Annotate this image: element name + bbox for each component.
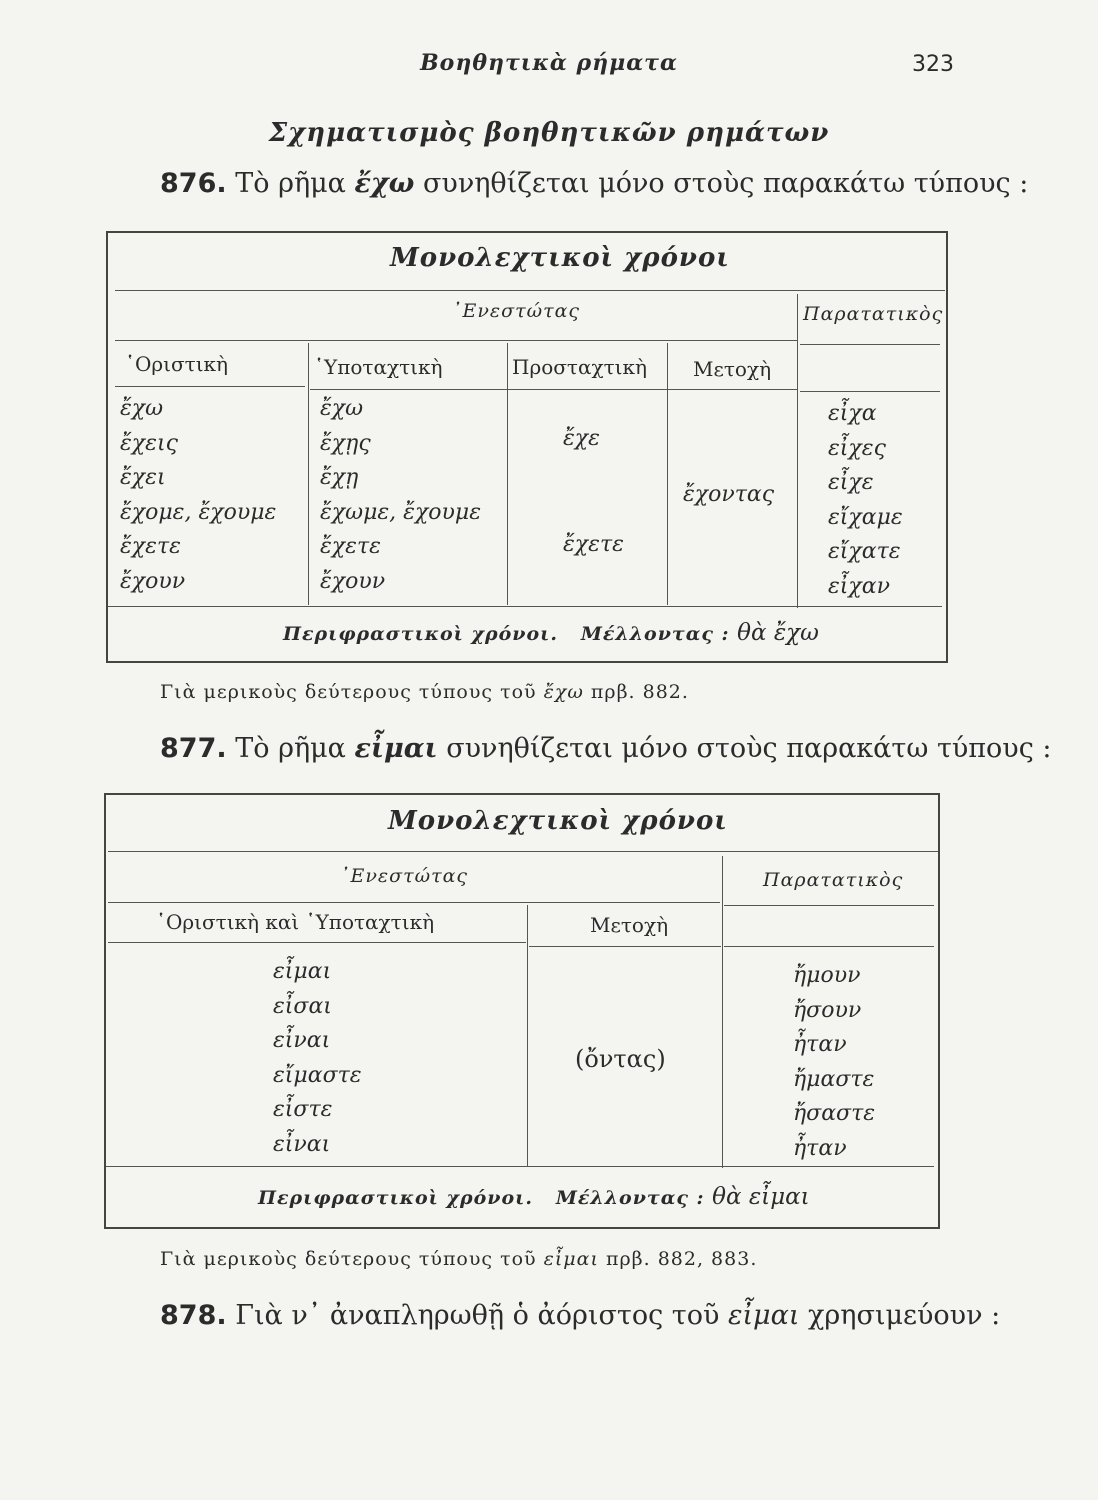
list-item: εἴμαστε <box>273 1062 362 1088</box>
verb-eimai: εἶμαι <box>727 1300 800 1331</box>
list-item: ἤμουν <box>793 963 861 988</box>
future-form: θὰ ἔχω <box>737 620 819 646</box>
footer-label: Περιφραστικοὶ χρόνοι. <box>283 623 558 645</box>
list-item: ἔχει <box>120 465 166 490</box>
future-label: Μέλλοντας : <box>580 623 730 645</box>
note-verb: εἶμαι <box>543 1248 599 1270</box>
paragraph-878 <box>160 1300 1000 1331</box>
divider <box>507 343 508 605</box>
periphrastic-tenses <box>283 620 819 646</box>
divider <box>115 290 945 291</box>
periphrastic-tenses <box>258 1184 810 1210</box>
paragraph-text: συνηθίζεται μόνο στοὺς παρακάτω τύπους : <box>446 733 1052 764</box>
table-title: Μονολεχτικοὶ χρόνοι <box>388 806 728 836</box>
divider <box>108 942 526 943</box>
divider <box>115 386 305 387</box>
indicative-column <box>120 392 276 599</box>
divider <box>108 902 720 903</box>
note-876 <box>160 681 689 703</box>
col-header-subjunctive: ῾Υποταχτικὴ <box>314 355 443 379</box>
list-item: ἔχεις <box>120 430 178 456</box>
subjunctive-column <box>320 392 481 599</box>
list-item: ἤμαστε <box>793 1066 875 1092</box>
verb-eimai: εἶμαι <box>354 733 438 764</box>
list-item: ἤσαστε <box>793 1101 876 1126</box>
col-header-participle: Μετοχὴ <box>590 913 669 937</box>
note-text: Γιὰ μερικοὺς δεύτερους τύπους τοῦ <box>160 681 537 703</box>
list-item: ἔχῃ <box>320 465 359 490</box>
list-item: εἶστε <box>273 1097 333 1122</box>
section-title: Σχηματισμὸς βοηθητικῶν ρημάτων <box>268 118 830 148</box>
present-header: ᾿Ενεστώτας <box>452 300 581 322</box>
col-header-participle: Μετοχὴ <box>693 357 772 381</box>
list-item: εἶμαι <box>273 959 332 984</box>
note-text: Γιὰ μερικοὺς δεύτερους τύπους τοῦ <box>160 1248 537 1270</box>
list-item: ἔχουν <box>320 568 386 594</box>
paragraph-text: συνηθίζεται μόνο στοὺς παρακάτω τύπους : <box>422 168 1029 199</box>
divider <box>724 905 934 906</box>
note-ref: πρβ. 882. <box>590 681 689 703</box>
col-header-imperative: Προσταχτικὴ <box>512 355 647 379</box>
paragraph-text: χρησιμεύουν : <box>808 1300 1001 1331</box>
paragraph-text: Γιὰ ν᾿ ἀναπληρωθῇ ὁ ἀόριστος τοῦ <box>235 1300 720 1331</box>
divider <box>108 606 942 607</box>
imperfect-column <box>793 959 875 1166</box>
list-item: εἶχαν <box>828 573 890 599</box>
divider <box>115 340 797 341</box>
list-item: ἔχετε <box>120 534 181 559</box>
paragraph-text: Τὸ ρῆμα <box>235 168 346 199</box>
divider <box>724 946 934 947</box>
list-item: ἦταν <box>793 1032 847 1057</box>
list-item: ἔχομε, ἔχουμε <box>120 499 277 525</box>
divider <box>797 294 798 608</box>
note-verb: ἔχω <box>543 681 584 703</box>
page-number: 323 <box>912 52 954 77</box>
imperfect-header: Παρατατικὸς <box>803 303 944 325</box>
list-item: εἶναι <box>273 1131 331 1157</box>
divider <box>108 851 938 852</box>
list-item: ἔχουν <box>120 568 186 594</box>
note-ref: πρβ. 882, 883. <box>605 1248 758 1270</box>
imperfect-header: Παρατατικὸς <box>763 869 904 891</box>
list-item: ἔχω <box>320 396 364 421</box>
col-header-indicative-subjunctive: ῾Οριστικὴ καὶ ῾Υποταχτικὴ <box>156 910 435 934</box>
list-item: ἦταν <box>793 1135 847 1161</box>
present-column <box>273 955 362 1162</box>
col-header-indicative: ῾Οριστικὴ <box>125 352 229 376</box>
list-item: ἤσουν <box>793 997 862 1023</box>
list-item: εἶσαι <box>273 993 332 1019</box>
list-item: ἔχῃς <box>320 430 371 456</box>
participle-form: ἔχοντας <box>683 482 775 507</box>
imperative-form: ἔχε <box>563 426 600 451</box>
running-title: Βοηθητικὰ ρήματα <box>420 50 678 76</box>
imperative-form: ἔχετε <box>563 532 624 557</box>
list-item: εἶναι <box>273 1028 331 1053</box>
paragraph-text: Τὸ ρῆμα <box>235 733 346 764</box>
list-item: ἔχω <box>120 396 164 421</box>
divider <box>308 343 309 605</box>
future-form: θὰ εἶμαι <box>712 1184 810 1210</box>
participle-form: (ὄντας) <box>575 1045 666 1073</box>
verb-echo: ἔχω <box>354 168 415 199</box>
paragraph-number: 878. <box>160 1300 227 1331</box>
paragraph-876 <box>160 168 1028 199</box>
list-item: εἶχες <box>828 435 886 461</box>
paragraph-877 <box>160 733 1052 764</box>
divider <box>800 344 940 345</box>
footer-label: Περιφραστικοὶ χρόνοι. <box>258 1187 533 1209</box>
paragraph-number: 877. <box>160 733 227 764</box>
list-item: εἶχε <box>828 470 874 495</box>
divider <box>722 856 723 1168</box>
divider <box>527 905 528 1167</box>
table-title: Μονολεχτικοὶ χρόνοι <box>390 243 730 273</box>
divider <box>106 1166 934 1167</box>
note-877 <box>160 1248 757 1270</box>
paragraph-number: 876. <box>160 168 227 199</box>
list-item: εἴχαμε <box>828 504 903 530</box>
list-item: ἔχωμε, ἔχουμε <box>320 499 482 525</box>
divider <box>667 343 668 605</box>
list-item: εἶχα <box>828 401 877 426</box>
divider <box>310 389 797 390</box>
list-item: ἔχετε <box>320 534 381 559</box>
present-header: ᾿Ενεστώτας <box>340 865 469 887</box>
divider <box>529 946 721 947</box>
divider <box>800 391 940 392</box>
future-label: Μέλλοντας : <box>555 1187 705 1209</box>
list-item: εἴχατε <box>828 539 901 564</box>
imperfect-column <box>828 397 903 604</box>
